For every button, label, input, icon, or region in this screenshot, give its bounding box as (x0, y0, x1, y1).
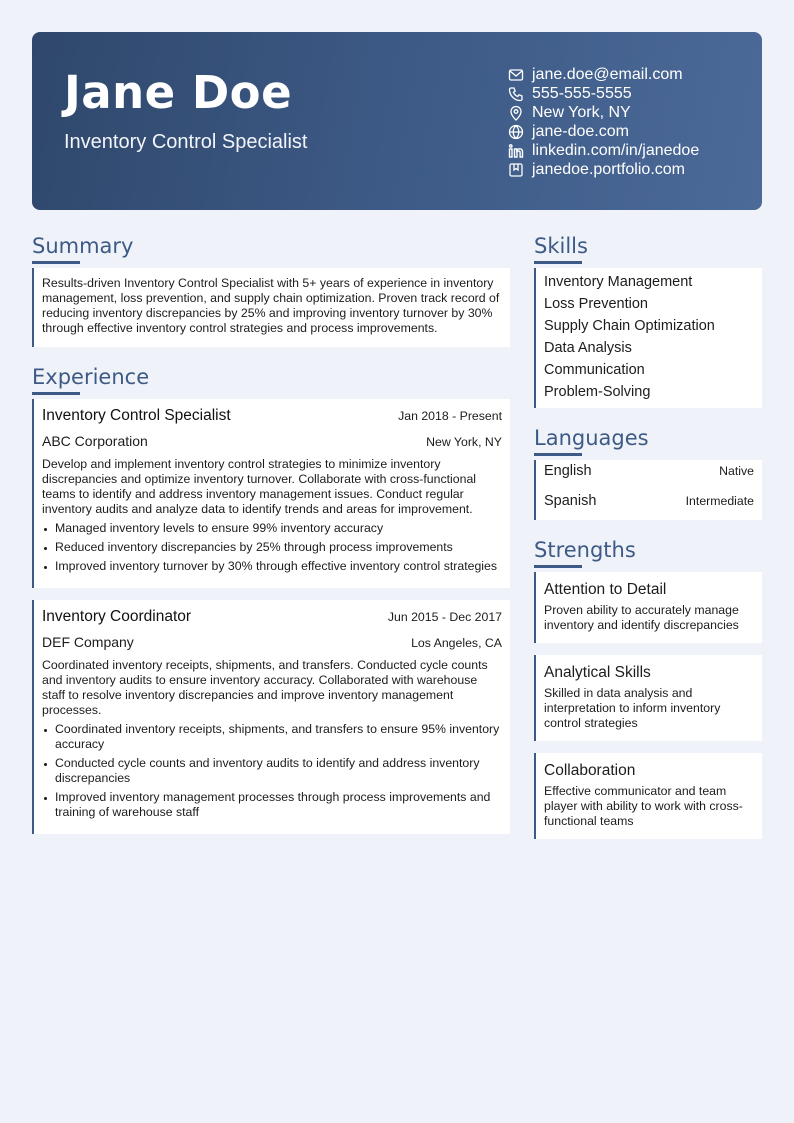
skill-item: Data Analysis (544, 340, 632, 356)
globe-icon (508, 124, 524, 140)
skill-item: Inventory Management (544, 274, 693, 290)
summary-heading: Summary (32, 234, 134, 258)
language-item (544, 490, 754, 520)
candidate-title: Inventory Control Specialist (64, 131, 308, 153)
skills-card (534, 268, 762, 408)
job-company: DEF Company (42, 634, 134, 650)
achievement-item: Reduced inventory discrepancies by 25% through process improvements (42, 540, 502, 555)
job-entry (32, 399, 510, 588)
skills-section (534, 232, 762, 408)
language-level: Native (719, 464, 754, 478)
contact-website-text: jane-doe.com (532, 122, 629, 140)
linkedin-icon (508, 143, 524, 159)
strengths-section (534, 536, 762, 839)
strength-description: Skilled in data analysis and interpretation to inform inventory control strategies (544, 686, 721, 730)
skill-item: Loss Prevention (544, 296, 648, 312)
job-description: Develop and implement inventory control strategies to minimize inventory discrepancies and optimize inventory turnover. Collaborate with cross-functional teams to identify and address inventory management issues. Conduct regular inventory audits and analyze data to identify trends and areas for improvement. (42, 457, 477, 516)
job-title: Inventory Coordinator (42, 608, 192, 625)
contact-email-text: jane.doe@email.com (532, 65, 683, 83)
right-column (534, 232, 762, 851)
contact-phone[interactable] (508, 84, 699, 103)
job-date: Jan 2018 - Present (398, 409, 502, 423)
job-date: Jun 2015 - Dec 2017 (387, 610, 502, 624)
section-divider (534, 453, 582, 456)
candidate-name: Jane Doe (64, 66, 293, 119)
experience-section (32, 363, 510, 834)
strength-title: Analytical Skills (544, 664, 651, 681)
language-level: Intermediate (685, 494, 754, 508)
achievement-item: Improved inventory management processes through process improvements and training of warehouse staff (42, 790, 502, 820)
contact-location (508, 103, 699, 122)
contact-linkedin[interactable] (508, 141, 699, 160)
phone-icon (508, 86, 524, 102)
achievement-item: Coordinated inventory receipts, shipments, and transfers to ensure 95% inventory accuracy (42, 722, 502, 752)
language-name: English (544, 463, 592, 479)
section-divider (534, 261, 582, 264)
languages-card (534, 460, 762, 520)
job-entry (32, 600, 510, 834)
summary-card (32, 268, 510, 347)
achievement-item: Managed inventory levels to ensure 99% inventory accuracy (42, 521, 502, 536)
section-divider (32, 261, 80, 264)
achievement-item: Conducted cycle counts and inventory audits to identify and address inventory discrepancies (42, 756, 502, 786)
strength-card (534, 655, 762, 741)
contact-linkedin-text: linkedin.com/in/janedoe (532, 141, 700, 159)
summary-section (32, 232, 510, 347)
contact-location-text: New York, NY (532, 103, 631, 121)
skill-item: Problem-Solving (544, 384, 651, 400)
location-icon (508, 105, 524, 121)
resume-header (32, 32, 762, 210)
experience-heading: Experience (32, 365, 150, 389)
section-divider (534, 565, 582, 568)
email-icon (508, 67, 524, 83)
strength-description: Effective communicator and team player with ability to work with cross-functional teams (544, 784, 743, 828)
language-name: Spanish (544, 493, 597, 509)
languages-heading: Languages (534, 426, 649, 450)
strength-title: Attention to Detail (544, 581, 667, 598)
job-company: ABC Corporation (42, 433, 148, 449)
strength-card (534, 572, 762, 643)
job-description: Coordinated inventory receipts, shipments, and transfers. Conducted cycle counts and inventory audits to ensure inventory accuracy. Collaborated with warehouse staff to resolve inventory discrepancies and improve inventory management processes. (42, 658, 488, 717)
contact-email[interactable] (508, 65, 699, 84)
strength-description: Proven ability to accurately manage inventory and identify discrepancies (544, 603, 739, 632)
job-location: Los Angeles, CA (411, 636, 502, 650)
summary-text: Results-driven Inventory Control Specialist with 5+ years of experience in inventory management, loss prevention, and supply chain optimization. Proven track record of reducing inventory discrepancies by 25% and improving inventory turnover by 30% through effective inventory control strategies and process improvements. (42, 276, 500, 335)
job-achievements (42, 722, 502, 820)
portfolio-icon (508, 162, 524, 178)
contact-phone-text: 555-555-5555 (532, 84, 632, 102)
job-achievements (42, 521, 502, 574)
contact-portfolio[interactable] (508, 160, 699, 179)
contact-portfolio-text: janedoe.portfolio.com (532, 160, 685, 178)
contact-list (508, 65, 699, 179)
strength-title: Collaboration (544, 762, 636, 779)
job-title: Inventory Control Specialist (42, 407, 231, 424)
left-column (32, 232, 510, 846)
strength-card (534, 753, 762, 839)
section-divider (32, 392, 80, 395)
skills-heading: Skills (534, 234, 588, 258)
strengths-heading: Strengths (534, 538, 636, 562)
job-location: New York, NY (426, 435, 502, 449)
skill-item: Supply Chain Optimization (544, 318, 715, 334)
contact-website[interactable] (508, 122, 699, 141)
languages-section (534, 424, 762, 520)
achievement-item: Improved inventory turnover by 30% through effective inventory control strategies (42, 559, 502, 574)
language-item (544, 460, 754, 490)
skill-item: Communication (544, 362, 645, 378)
